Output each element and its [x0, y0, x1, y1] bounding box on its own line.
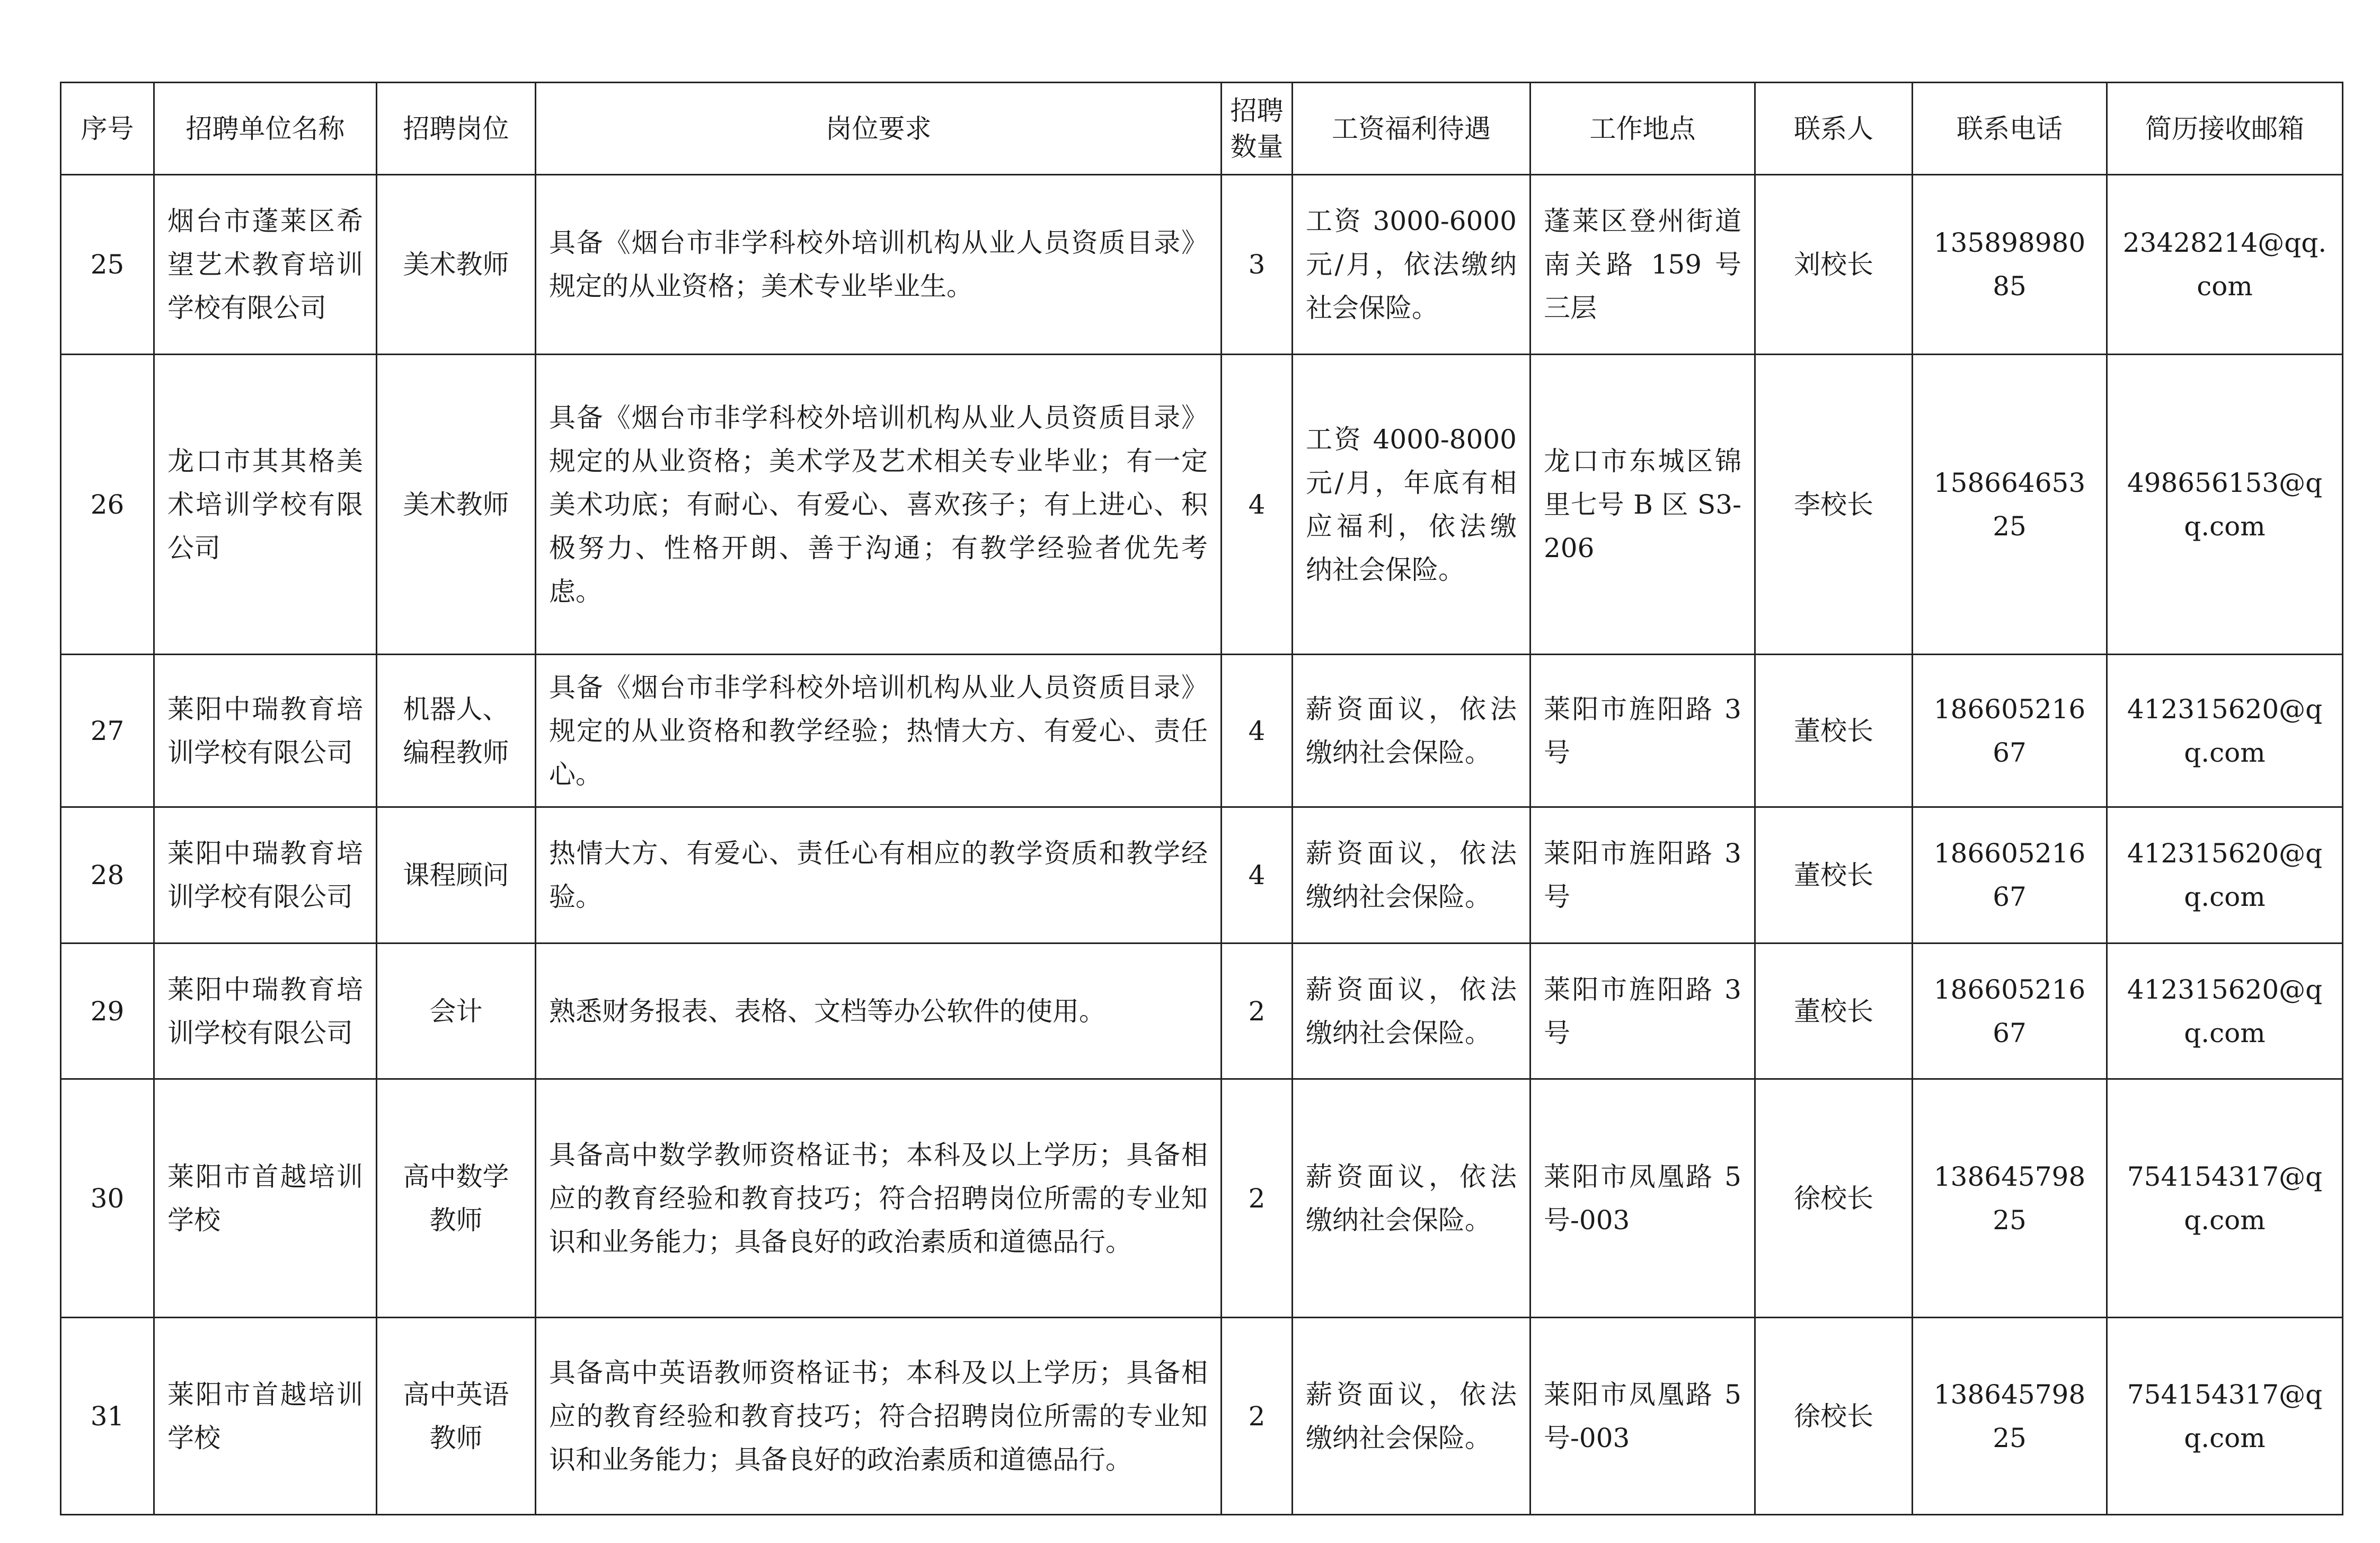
cell-phone: 15866465325	[1913, 355, 2107, 655]
cell-requirements: 具备高中数学教师资格证书；本科及以上学历；具备相应的教育经验和教育技巧；符合招聘岗位所需的专业知识和业务能力；具备良好的政治素质和道德品行。	[536, 1079, 1222, 1318]
cell-no: 29	[61, 944, 154, 1079]
cell-location: 蓬莱区登州街道南关路 159 号三层	[1530, 175, 1755, 355]
cell-requirements: 具备《烟台市非学科校外培训机构从业人员资质目录》规定的从业资格和教学经验；热情大方、有爱心、责任心。	[536, 655, 1222, 807]
cell-unit: 莱阳中瑞教育培训学校有限公司	[154, 655, 377, 807]
header-location: 工作地点	[1530, 83, 1755, 175]
cell-location: 莱阳市旌阳路 3 号	[1530, 944, 1755, 1079]
cell-unit: 烟台市蓬莱区希望艺术教育培训学校有限公司	[154, 175, 377, 355]
cell-location: 莱阳市凤凰路 5 号-003	[1530, 1079, 1755, 1318]
header-unit: 招聘单位名称	[154, 83, 377, 175]
cell-email: 412315620@qq.com	[2107, 655, 2343, 807]
cell-email: 754154317@qq.com	[2107, 1079, 2343, 1318]
header-phone: 联系电话	[1913, 83, 2107, 175]
cell-contact: 刘校长	[1755, 175, 1913, 355]
header-email: 简历接收邮箱	[2107, 83, 2343, 175]
cell-email: 412315620@qq.com	[2107, 944, 2343, 1079]
header-requirements: 岗位要求	[536, 83, 1222, 175]
cell-unit: 莱阳市首越培训学校	[154, 1318, 377, 1515]
table-row	[61, 944, 2343, 1079]
cell-phone: 18660521667	[1913, 655, 2107, 807]
cell-contact: 董校长	[1755, 807, 1913, 944]
cell-salary: 薪资面议，依法缴纳社会保险。	[1293, 944, 1530, 1079]
cell-email: 754154317@qq.com	[2107, 1318, 2343, 1515]
table-row	[61, 1079, 2343, 1318]
table-row	[61, 655, 2343, 807]
cell-contact: 董校长	[1755, 655, 1913, 807]
cell-phone: 18660521667	[1913, 807, 2107, 944]
cell-count: 4	[1222, 807, 1293, 944]
cell-phone: 13864579825	[1913, 1318, 2107, 1515]
cell-requirements: 具备《烟台市非学科校外培训机构从业人员资质目录》规定的从业资格；美术学及艺术相关专业毕业；有一定美术功底；有耐心、有爱心、喜欢孩子；有上进心、积极努力、性格开朗、善于沟通；有教学经验者优先考虑。	[536, 355, 1222, 655]
cell-salary: 薪资面议，依法缴纳社会保险。	[1293, 1079, 1530, 1318]
cell-no: 26	[61, 355, 154, 655]
cell-unit: 莱阳中瑞教育培训学校有限公司	[154, 807, 377, 944]
cell-requirements: 具备《烟台市非学科校外培训机构从业人员资质目录》规定的从业资格；美术专业毕业生。	[536, 175, 1222, 355]
header-no: 序号	[61, 83, 154, 175]
cell-position: 高中英语教师	[377, 1318, 536, 1515]
table-row	[61, 1318, 2343, 1515]
header-count: 招聘数量	[1222, 83, 1293, 175]
cell-email: 23428214@qq.com	[2107, 175, 2343, 355]
table-row	[61, 355, 2343, 655]
cell-unit: 莱阳市首越培训学校	[154, 1079, 377, 1318]
cell-phone: 18660521667	[1913, 944, 2107, 1079]
cell-contact: 董校长	[1755, 944, 1913, 1079]
cell-position: 课程顾问	[377, 807, 536, 944]
cell-count: 2	[1222, 1079, 1293, 1318]
table-row	[61, 807, 2343, 944]
cell-contact: 徐校长	[1755, 1318, 1913, 1515]
cell-phone: 13589898085	[1913, 175, 2107, 355]
recruitment-table	[60, 82, 2343, 1515]
cell-requirements: 熟悉财务报表、表格、文档等办公软件的使用。	[536, 944, 1222, 1079]
table-row	[61, 175, 2343, 355]
cell-requirements: 具备高中英语教师资格证书；本科及以上学历；具备相应的教育经验和教育技巧；符合招聘岗位所需的专业知识和业务能力；具备良好的政治素质和道德品行。	[536, 1318, 1222, 1515]
cell-phone: 13864579825	[1913, 1079, 2107, 1318]
cell-count: 3	[1222, 175, 1293, 355]
cell-location: 莱阳市旌阳路 3 号	[1530, 807, 1755, 944]
cell-location: 莱阳市旌阳路 3 号	[1530, 655, 1755, 807]
cell-email: 498656153@qq.com	[2107, 355, 2343, 655]
header-position: 招聘岗位	[377, 83, 536, 175]
cell-position: 美术教师	[377, 175, 536, 355]
cell-no: 30	[61, 1079, 154, 1318]
cell-position: 美术教师	[377, 355, 536, 655]
cell-salary: 工资 4000-8000 元/月，年底有相应福利，依法缴纳社会保险。	[1293, 355, 1530, 655]
cell-location: 莱阳市凤凰路 5 号-003	[1530, 1318, 1755, 1515]
cell-position: 机器人、编程教师	[377, 655, 536, 807]
cell-salary: 薪资面议，依法缴纳社会保险。	[1293, 807, 1530, 944]
cell-salary: 工资 3000-6000 元/月，依法缴纳社会保险。	[1293, 175, 1530, 355]
cell-position: 会计	[377, 944, 536, 1079]
cell-no: 27	[61, 655, 154, 807]
table-header-row	[61, 83, 2343, 175]
cell-requirements: 热情大方、有爱心、责任心有相应的教学资质和教学经验。	[536, 807, 1222, 944]
cell-no: 28	[61, 807, 154, 944]
cell-email: 412315620@qq.com	[2107, 807, 2343, 944]
cell-no: 31	[61, 1318, 154, 1515]
cell-count: 4	[1222, 655, 1293, 807]
cell-location: 龙口市东城区锦里七号 B 区 S3-206	[1530, 355, 1755, 655]
cell-count: 2	[1222, 944, 1293, 1079]
header-salary: 工资福利待遇	[1293, 83, 1530, 175]
cell-unit: 龙口市其其格美术培训学校有限公司	[154, 355, 377, 655]
cell-salary: 薪资面议，依法缴纳社会保险。	[1293, 655, 1530, 807]
cell-unit: 莱阳中瑞教育培训学校有限公司	[154, 944, 377, 1079]
cell-count: 4	[1222, 355, 1293, 655]
cell-count: 2	[1222, 1318, 1293, 1515]
cell-contact: 徐校长	[1755, 1079, 1913, 1318]
cell-salary: 薪资面议，依法缴纳社会保险。	[1293, 1318, 1530, 1515]
cell-position: 高中数学教师	[377, 1079, 536, 1318]
header-contact: 联系人	[1755, 83, 1913, 175]
cell-contact: 李校长	[1755, 355, 1913, 655]
cell-no: 25	[61, 175, 154, 355]
